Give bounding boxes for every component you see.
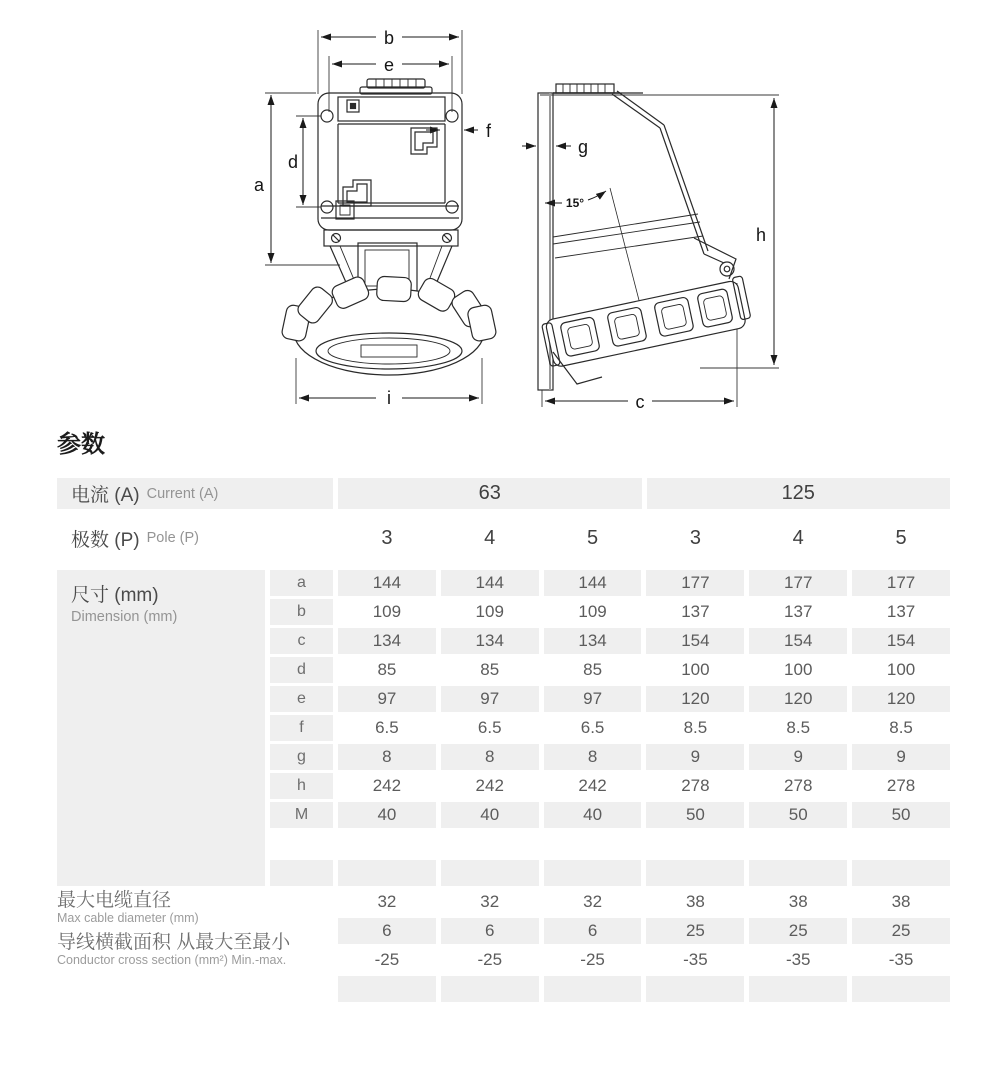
cable-label-en: Max cable diameter (mm) (57, 911, 199, 925)
current-value-63: 63 (338, 478, 642, 509)
dim-value: 137 (784, 602, 813, 621)
dim-key: b (270, 599, 333, 625)
dim-key: e (270, 686, 333, 712)
empty-cell (441, 831, 539, 857)
dim-value: 97 (544, 686, 642, 712)
pole-row-label (57, 512, 333, 564)
dim-value: 134 (338, 628, 436, 654)
dim-value: 177 (852, 570, 950, 596)
pole-value: 3 (381, 526, 393, 549)
empty-cell (544, 831, 642, 857)
technical-drawings (0, 0, 1001, 420)
empty-cell (338, 976, 436, 1002)
conductor-min-value: 6 (441, 918, 539, 944)
table-row-dim-f (270, 715, 950, 741)
dim-value: 120 (749, 686, 847, 712)
dim-value: 85 (480, 660, 500, 679)
side-view-drawing (522, 84, 779, 412)
conductor-min-value: 6 (544, 918, 642, 944)
conductor-min-value: 25 (749, 918, 847, 944)
bottom-labels (57, 889, 333, 1002)
table-row-conductor-max (338, 947, 950, 973)
dim-value: 97 (338, 686, 436, 712)
pole-label-en: Pole (P) (146, 530, 199, 546)
table-row-current (57, 478, 950, 509)
dim-value: 109 (475, 602, 504, 621)
dim-value: 40 (338, 802, 436, 828)
empty-cell (852, 976, 950, 1002)
dim-label-a: a (253, 175, 265, 195)
empty-cell (544, 860, 642, 886)
dim-value: 9 (852, 744, 950, 770)
empty-cell (338, 860, 436, 886)
dim-value: 8.5 (683, 718, 708, 737)
dim-value: 154 (852, 628, 950, 654)
cable-value: 32 (480, 892, 500, 911)
table-row-conductor-min (338, 918, 950, 944)
dim-value: 85 (377, 660, 397, 679)
dimension-label-en: Dimension (mm) (71, 609, 178, 625)
dim-value: 242 (372, 776, 402, 795)
conductor-max-value: -25 (580, 950, 605, 969)
dim-value: 6.5 (375, 718, 399, 737)
dim-value: 137 (681, 602, 710, 621)
table-row-dim-a (270, 570, 950, 596)
dim-value: 8.5 (889, 718, 913, 737)
current-label-zh: 电流 (A) (71, 485, 140, 506)
conductor-min-value: 25 (646, 918, 744, 944)
dim-key: a (270, 570, 333, 596)
dim-value: 100 (886, 660, 916, 679)
dim-value: 100 (784, 660, 813, 679)
dim-value: 6.5 (477, 718, 502, 737)
dim-label-b: b (383, 28, 395, 48)
dim-value: 9 (749, 744, 847, 770)
cable-value: 38 (891, 892, 911, 911)
dim-value: 120 (646, 686, 744, 712)
dim-value: 109 (578, 602, 607, 621)
empty-cell (338, 831, 436, 857)
conductor-max-value: -25 (374, 950, 400, 969)
table-row-dim-d (270, 657, 950, 683)
dim-value: 144 (441, 570, 539, 596)
empty-cell (646, 860, 744, 886)
pole-value: 5 (895, 526, 907, 549)
dim-value: 50 (749, 802, 847, 828)
cable-value: 32 (377, 892, 397, 911)
table-row-dim-b (270, 599, 950, 625)
dim-value: 134 (544, 628, 642, 654)
dim-value: 97 (441, 686, 539, 712)
empty-cell (441, 860, 539, 886)
table-row-dim-h (270, 773, 950, 799)
dimension-label-zh: 尺寸 (mm) (71, 585, 159, 606)
empty-cell (749, 976, 847, 1002)
dim-value: 177 (749, 570, 847, 596)
empty-cell (646, 976, 744, 1002)
dim-value: 144 (544, 570, 642, 596)
dim-key: M (270, 802, 333, 828)
dim-value: 85 (583, 660, 603, 679)
dim-key: f (270, 715, 333, 741)
pole-value: 4 (484, 526, 496, 549)
dim-value: 278 (681, 776, 710, 795)
dim-value: 8 (544, 744, 642, 770)
dim-value: 40 (544, 802, 642, 828)
dim-value: 9 (646, 744, 744, 770)
dim-value: 8.5 (786, 718, 811, 737)
pole-value: 3 (689, 526, 701, 549)
dim-value: 144 (338, 570, 436, 596)
table-row-pole (57, 512, 950, 564)
cable-conductor-block (57, 889, 950, 1002)
table-row-empty (270, 860, 950, 886)
dim-value: 50 (646, 802, 744, 828)
conductor-label-en: Conductor cross section (mm²) Min.-max. (57, 953, 287, 967)
conductor-label-zh: 导线横截面积 从最大至最小 (57, 932, 291, 953)
table-row-dim-g (270, 744, 950, 770)
dim-value: 8 (338, 744, 436, 770)
dimension-label (57, 570, 265, 886)
table-row-dim-c (270, 628, 950, 654)
table-row-empty (338, 976, 950, 1002)
dim-value: 242 (578, 776, 607, 795)
dim-label-e: e (383, 55, 395, 75)
dim-value: 50 (852, 802, 950, 828)
empty-cell (852, 860, 950, 886)
empty-cell (749, 831, 847, 857)
front-view-drawing (254, 28, 497, 408)
conductor-max-value: -25 (477, 950, 503, 969)
dim-label-d: d (287, 152, 299, 172)
table-row-dim-M (270, 802, 950, 828)
empty-cell (270, 860, 333, 886)
parameter-table (57, 478, 950, 1005)
table-row-dim-e (270, 686, 950, 712)
dim-label-c: c (635, 392, 645, 412)
conductor-max-value: -35 (888, 950, 914, 969)
table-row-empty (270, 831, 950, 857)
dim-value: 278 (784, 776, 813, 795)
dim-label-f: f (486, 121, 492, 141)
dim-value: 109 (372, 602, 402, 621)
dim-value: 278 (886, 776, 916, 795)
dim-value: 134 (441, 628, 539, 654)
dim-key: d (270, 657, 333, 683)
pole-value: 5 (587, 526, 599, 549)
dim-key: h (270, 773, 333, 799)
dim-value: 242 (475, 776, 504, 795)
cable-label-zh: 最大电缆直径 (57, 890, 172, 911)
dim-value: 137 (886, 602, 916, 621)
dim-value: 40 (441, 802, 539, 828)
angle-label: 15° (565, 196, 585, 210)
dim-label-i: i (387, 388, 391, 408)
empty-cell (646, 831, 744, 857)
dim-value: 120 (852, 686, 950, 712)
dim-key: c (270, 628, 333, 654)
empty-cell (749, 860, 847, 886)
dim-value: 6.5 (580, 718, 605, 737)
current-label-en: Current (A) (146, 485, 219, 502)
current-row-label (57, 478, 333, 509)
pole-value: 4 (792, 526, 804, 549)
dim-value: 8 (441, 744, 539, 770)
table-row-cable (338, 889, 950, 915)
dim-key: g (270, 744, 333, 770)
cable-value: 38 (788, 892, 808, 911)
conductor-min-value: 25 (852, 918, 950, 944)
empty-cell (544, 976, 642, 1002)
current-value-125: 125 (647, 478, 951, 509)
cable-value: 38 (685, 892, 705, 911)
cable-value: 32 (583, 892, 603, 911)
conductor-max-value: -35 (785, 950, 811, 969)
dim-label-h: h (755, 225, 767, 245)
dim-value: 177 (646, 570, 744, 596)
dim-value: 154 (646, 628, 744, 654)
dim-value: 100 (681, 660, 710, 679)
dim-value: 154 (749, 628, 847, 654)
empty-cell (270, 831, 333, 857)
section-title: 参数 (57, 431, 105, 458)
empty-cell (441, 976, 539, 1002)
pole-label-zh: 极数 (P) (71, 529, 140, 551)
conductor-max-value: -35 (683, 950, 708, 969)
dim-label-g: g (578, 137, 589, 157)
empty-cell (852, 831, 950, 857)
dimension-block (57, 570, 950, 886)
conductor-min-value: 6 (338, 918, 436, 944)
